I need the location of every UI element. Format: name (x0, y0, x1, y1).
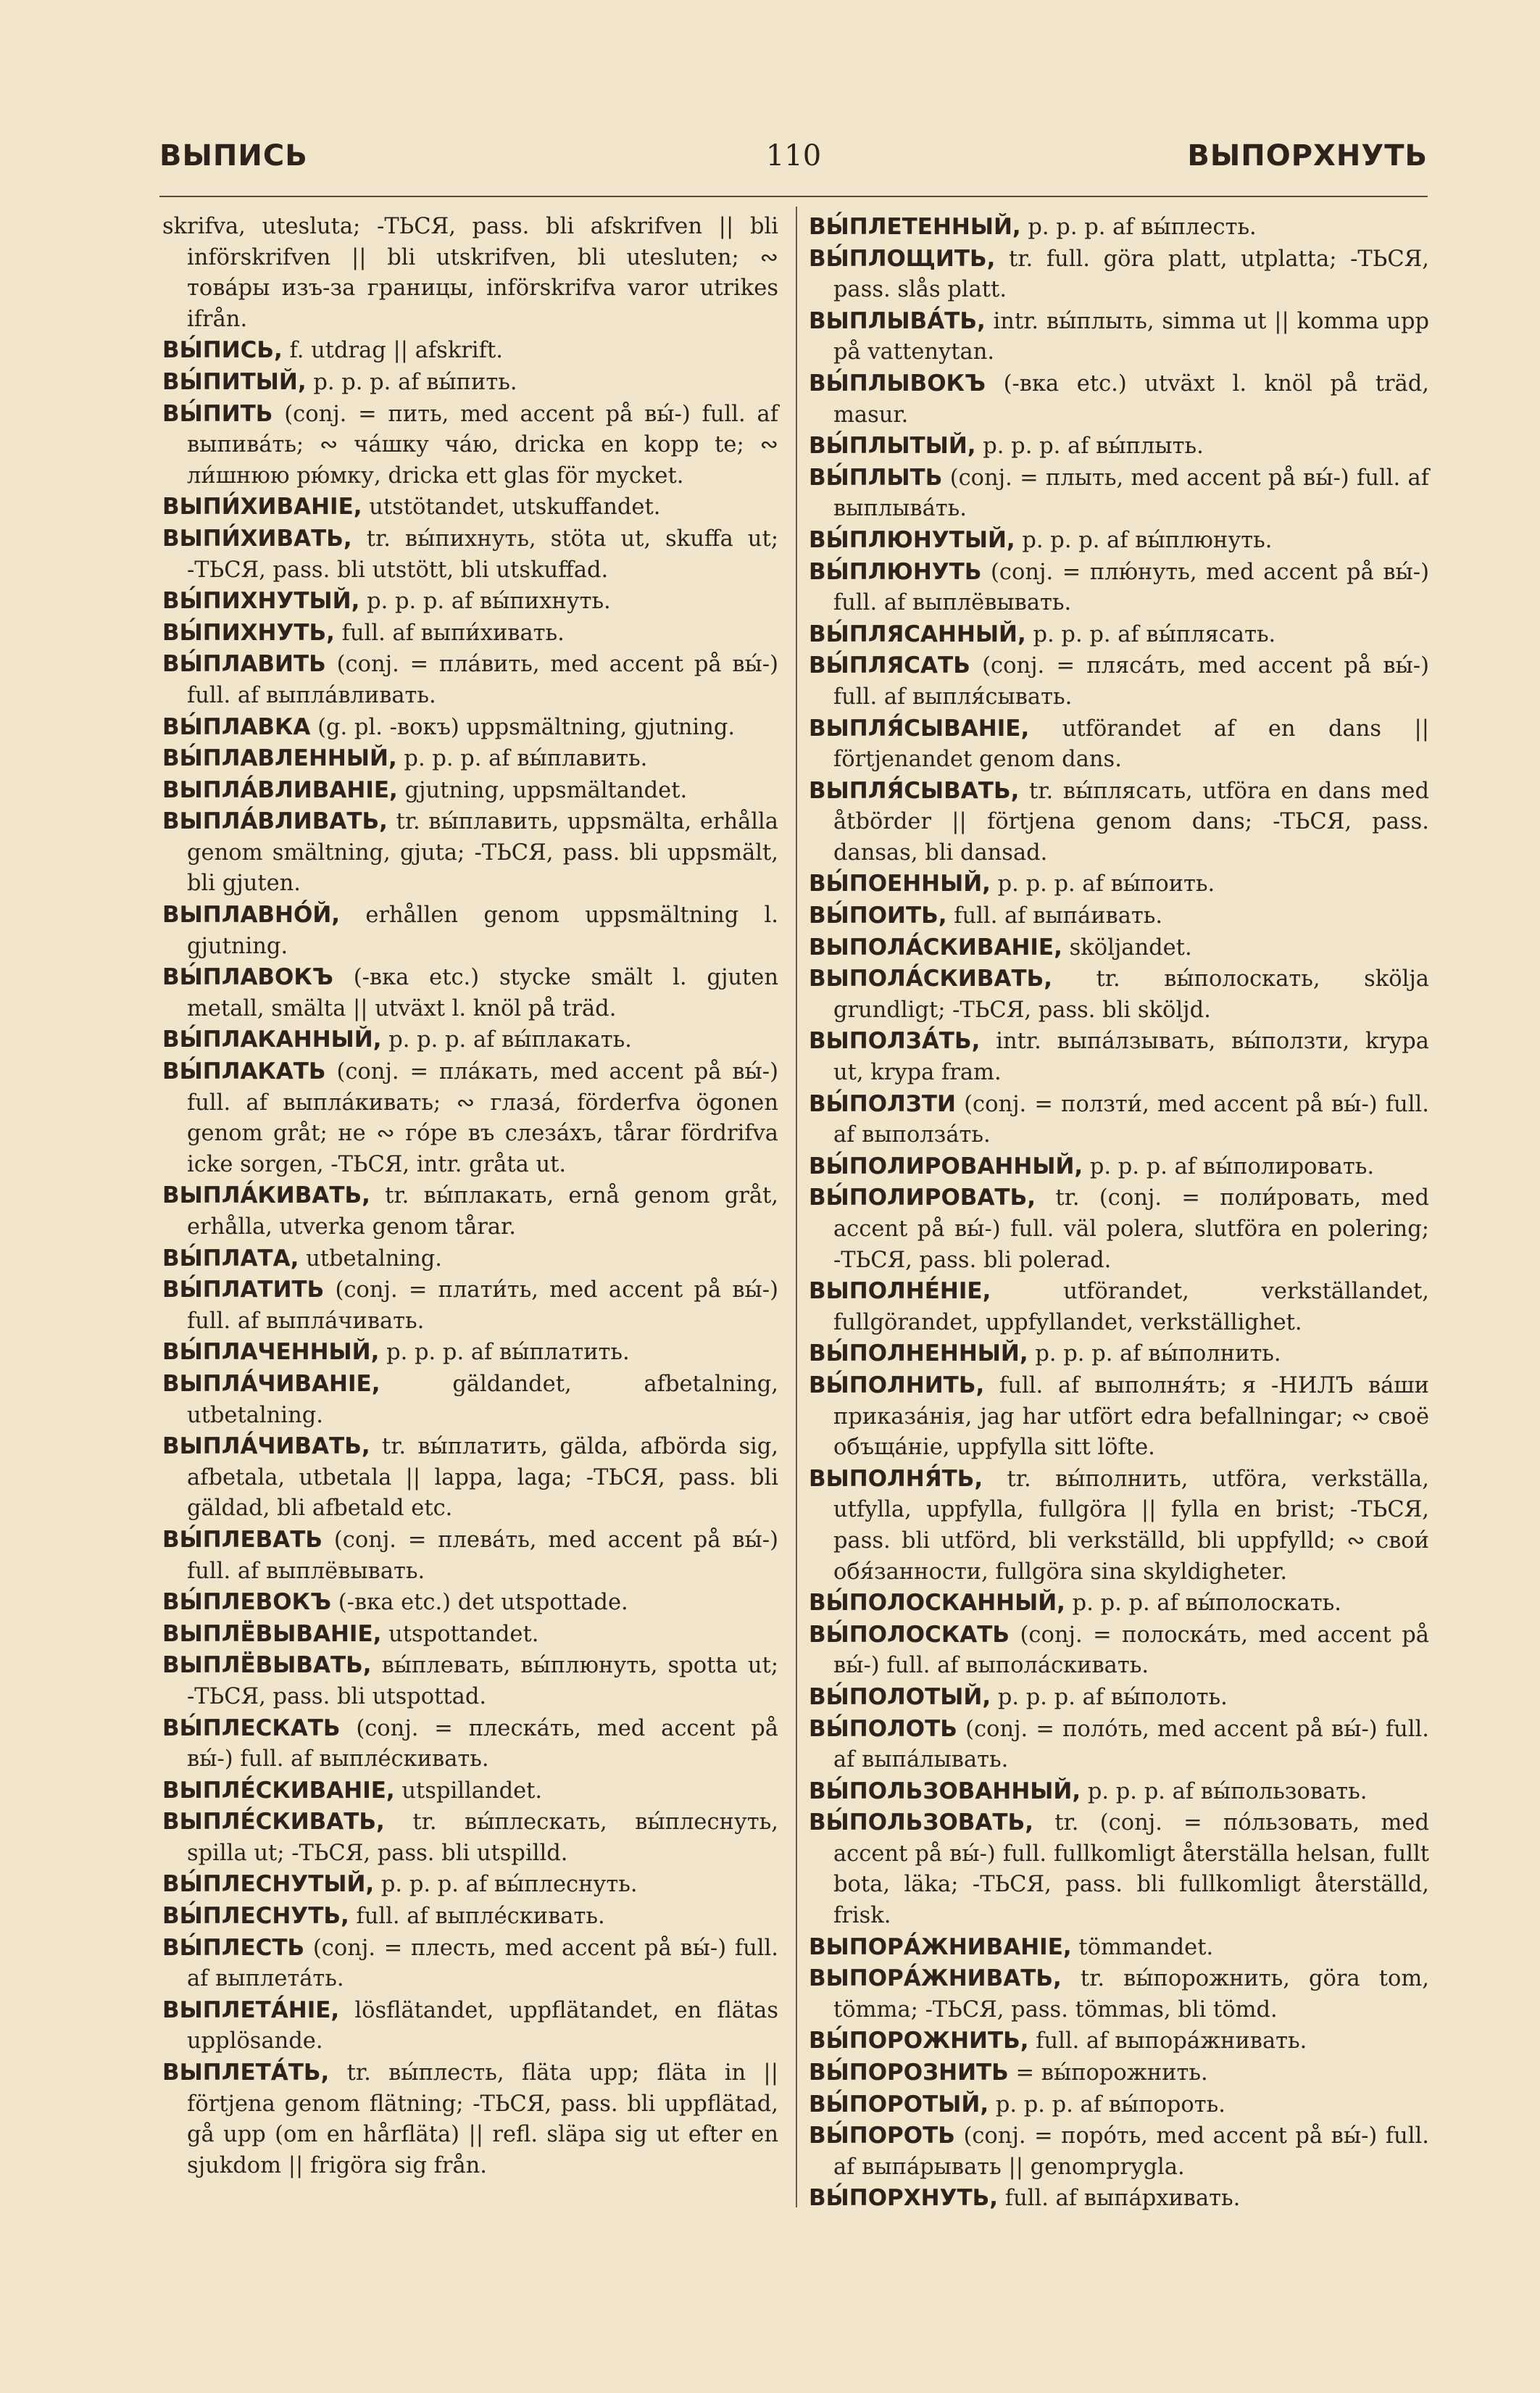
dictionary-entry (162, 1431, 778, 1525)
entry-headword: ВЫ́ПОЛОТЫЙ, (809, 1683, 991, 1710)
dictionary-entry (162, 618, 778, 650)
dictionary-entry (809, 1619, 1429, 1682)
dictionary-entry (162, 1933, 778, 1995)
entry-headword: ВЫ́ПОЛИРОВАННЫЙ, (809, 1153, 1083, 1179)
entry-definition: full. af выпи́хивать. (341, 620, 565, 646)
entry-headword: ВЫ́ПЛЯСАТЬ (809, 652, 970, 679)
page-header (159, 139, 1428, 190)
dictionary-entry (162, 1243, 778, 1275)
dictionary-entry (162, 1337, 778, 1369)
entry-definition: вы́плевать, вы́плюнуть, spotta ut; -ТЬСЯ, pass. bli utspottad. (187, 1653, 778, 1709)
dictionary-entry (162, 743, 778, 775)
entry-definition: utbetalning. (306, 1245, 442, 1272)
entry-headword: ВЫПЛА́ЧИВАТЬ, (162, 1433, 370, 1460)
entry-definition: (conj. = плáкать, med accent på вы́-) full. af выплáкивать; ∾ глазá, förderfva ögonen genom gråt; не ∾ гóре въ слезáхъ, tårar fördrifva icke sorgen, -ТЬСЯ, intr. gråta ut. (187, 1059, 778, 1177)
entry-definition: utspillandet. (401, 1778, 543, 1804)
entry-definition: p. p. p. af вы́плыть. (983, 434, 1204, 460)
entry-headword: ВЫ́ПОЛИРОВАТЬ, (809, 1185, 1036, 1211)
dictionary-entry (809, 557, 1429, 619)
entry-definition: p. p. p. af вы́поить. (997, 871, 1215, 897)
entry-headword: ВЫПОЛА́СКИВАТЬ, (809, 966, 1052, 992)
dictionary-entry (162, 367, 778, 399)
entry-headword: ВЫ́ПЛЮНУТЬ (809, 558, 982, 585)
entry-headword: ВЫ́ПЛАВКА (162, 713, 311, 740)
dictionary-entry (162, 1525, 778, 1587)
dictionary-entry (809, 932, 1429, 964)
page-number: 110 (765, 139, 822, 173)
entry-headword: ВЫПИ́ХИВАНІЕ, (162, 494, 362, 521)
entry-definition: (conj. = полóть, med accent på вы́-) full. af выпáлывать. (833, 1716, 1429, 1773)
dictionary-entry (809, 1338, 1429, 1370)
dictionary-entry (809, 1276, 1429, 1338)
dictionary-entry (809, 1588, 1429, 1619)
dictionary-entry (162, 962, 778, 1024)
dictionary-entry (809, 1089, 1429, 1151)
dictionary-entry (809, 1807, 1429, 1931)
dictionary-entry (809, 1026, 1429, 1088)
entry-headword: ВЫ́ПОЛЗТИ (809, 1090, 956, 1117)
entry-headword: ВЫПЛЕ́СКИВАТЬ, (162, 1809, 385, 1836)
entry-headword: ВЫ́ПИТЫЙ, (162, 368, 307, 395)
entry-headword: ВЫ́ПОЛНЕННЫЙ, (809, 1340, 1028, 1367)
entry-headword: ВЫ́ПОЛЬЗОВАННЫЙ, (809, 1778, 1081, 1804)
dictionary-entry (162, 1869, 778, 1901)
entry-definition: (conj. = плескáть, med accent på вы́-) full. af выплéскивать. (187, 1715, 778, 1772)
entry-definition: tr. вы́плескать, вы́плеснуть, spilla ut; -ТЬСЯ, pass. bli utspilld. (187, 1809, 778, 1866)
left-column (162, 212, 778, 2181)
entry-headword: ВЫПЛЫВА́ТЬ, (809, 307, 986, 334)
entry-headword: ВЫ́ПОЛЬЗОВАТЬ, (809, 1809, 1033, 1836)
dictionary-entry (809, 868, 1429, 900)
column-divider (796, 207, 797, 2207)
entry-headword: ВЫ́ПОЕННЫЙ, (809, 871, 991, 897)
dictionary-entry (809, 244, 1429, 306)
entry-headword: ВЫПОЛЗА́ТЬ, (809, 1028, 981, 1055)
dictionary-entry (809, 463, 1429, 525)
entry-headword: ВЫ́ПОРХНУТЬ, (809, 2185, 999, 2212)
dictionary-entry (809, 900, 1429, 932)
entry-headword: ВЫ́ПИХНУТЫЙ, (162, 588, 360, 615)
entry-definition: (-вка etc.) utväxt l. knöl på träd, masur. (833, 370, 1430, 428)
entry-definition: tr. вы́плесть, fläta upp; fläta in || förtjena genom flätning; -ТЬСЯ, pass. bli uppflätad, gå upp (om en hårfläta) || refl. släpa sig ut efter en sjukdom || frigöra sig från. (187, 2060, 778, 2178)
dictionary-entry (162, 523, 778, 586)
entry-definition: full. af выполня́ть; я -НИЛЪ вáши приказáнія, jag har utfört edra befallningar; ∾ своё объщáніе, uppfylla sitt löfte. (833, 1372, 1429, 1461)
entry-definition: full. af выпáивать. (954, 903, 1163, 929)
dictionary-entry (162, 1056, 778, 1180)
entry-headword: ВЫ́ПЛАКАННЫЙ, (162, 1027, 382, 1053)
entry-definition: p. p. p. af вы́полоскать. (1072, 1591, 1341, 1617)
dictionary-entry (162, 775, 778, 807)
entry-definition: p. p. p. af вы́плюнуть. (1022, 527, 1273, 553)
dictionary-entry (162, 1274, 778, 1337)
entry-headword: ВЫПЛЯ́СЫВАНІЕ, (809, 715, 1030, 742)
dictionary-entry (809, 1151, 1429, 1183)
entry-headword: ВЫ́ПЛАЧЕННЫЙ, (162, 1339, 380, 1366)
entry-headword: ВЫ́ПОЛОСКАТЬ (809, 1621, 1010, 1648)
entry-headword: ВЫ́ПЛЕВОКЪ (162, 1589, 332, 1616)
header-rule (159, 196, 1428, 197)
entry-headword: ВЫ́ПЛАВЛЕННЫЙ, (162, 745, 397, 772)
entry-definition: tr. вы́плясать, utföra en dans med åtbörder || förtjena genom dans; -ТЬСЯ, pass. dansas, bli dansad. (833, 778, 1429, 866)
entry-definition: p. p. p. af вы́пихнуть. (367, 589, 611, 615)
entry-definition: intr. выпáлзывать, вы́ползти, krypa ut, krypa fram. (833, 1029, 1429, 1086)
dictionary-entry (809, 1682, 1429, 1714)
dictionary-entry (809, 1776, 1429, 1808)
dictionary-entry (809, 2089, 1429, 2121)
entry-headword: ВЫ́ПЛЫВОКЪ (809, 370, 986, 397)
entry-headword: ВЫПЛЯ́СЫВАТЬ, (809, 777, 1020, 804)
entry-definition: (conj. = плясáть, med accent på вы́-) full. af выпля́сывать. (833, 653, 1429, 710)
dictionary-entry (162, 712, 778, 744)
dictionary-entry (162, 335, 778, 367)
dictionary-entry (162, 1807, 778, 1869)
entry-definition: tr. вы́пихнуть, stöta ut, skuffa ut; -ТЬСЯ, pass. bli utstött, bli utskuffad. (187, 526, 778, 583)
entry-definition: p. p. p. af вы́пороть. (995, 2091, 1225, 2118)
entry-definition: utstötandet, utskuffandet. (369, 494, 661, 521)
entry-definition: tr. вы́платить, gälda, afbörda sig, afbetala, utbetala || lappa, laga; -ТЬСЯ, pass. bli gäldad, bli afbetald etc. (187, 1434, 778, 1522)
dictionary-entry (809, 1464, 1429, 1588)
dictionary-entry (809, 368, 1429, 431)
header-left-guideword: ВЫПИСЬ (159, 139, 308, 173)
entry-definition: tr. вы́полоскать, skölja grundligt; -ТЬСЯ, pass. bli sköljd. (833, 966, 1429, 1023)
entry-headword: ВЫ́ПОИТЬ, (809, 903, 947, 929)
entry-definition: (conj. = ползти́, med accent på вы́-) full. af выползáть. (833, 1091, 1429, 1148)
entry-headword: ВЫПЛЕТА́ТЬ, (162, 2060, 330, 2086)
dictionary-entry (162, 492, 778, 523)
dictionary-entry (809, 2057, 1429, 2089)
entry-headword: ВЫ́ПЛЮНУТЫЙ, (809, 526, 1015, 553)
entry-definition: utspottandet. (388, 1621, 539, 1647)
dictionary-entry (162, 1180, 778, 1243)
entry-headword: ВЫ́ПЛАТА, (162, 1245, 299, 1272)
entry-headword: ВЫПЛЕ́СКИВАНІЕ, (162, 1777, 395, 1804)
entry-definition: p. p. p. af вы́полоть. (997, 1684, 1228, 1710)
entry-definition: tr. (conj. = пóльзовать, med accent på вы́-) full. fullkomligt återställa helsan, fullt bota, läka; -ТЬСЯ, pass. bli fullkomligt återställd, frisk. (833, 1810, 1429, 1929)
entry-headword: ВЫ́ПЛАВОКЪ (162, 964, 333, 991)
entry-headword: ВЫ́ПОЛОТЬ (809, 1715, 957, 1742)
dictionary-entry (809, 1370, 1429, 1464)
entry-headword: ВЫ́ПЛЕСТЬ (162, 1934, 305, 1961)
dictionary-entry (162, 1587, 778, 1619)
entry-definition: p. p. p. af вы́плеснуть. (380, 1872, 638, 1898)
entry-definition: (conj. = плю́нуть, med accent på вы́-) full. af выплёвывать. (833, 559, 1429, 616)
dictionary-entry (809, 212, 1429, 244)
entry-headword: ВЫ́ПЛАВИТЬ (162, 651, 326, 678)
entry-definition: skrifva, utesluta; -ТЬСЯ, pass. bli afskrifven || bli införskrifven || bli utskrifven, bli utesluten; ∾ товáры изъ-за границы, införskrifva varor utrikes ifrån. (162, 214, 778, 332)
entry-headword: ВЫПЛЁВЫВАТЬ, (162, 1652, 372, 1679)
entry-headword: ВЫ́ПЛЫТЬ (809, 464, 943, 491)
dictionary-entry (162, 1650, 778, 1712)
dictionary-entry (162, 900, 778, 962)
entry-definition: gäldandet, afbetalning, utbetalning. (187, 1371, 778, 1428)
right-column (809, 212, 1429, 2215)
entry-definition: p. p. p. af вы́плесть. (1028, 215, 1257, 240)
entry-definition: sköljandet. (1069, 934, 1192, 961)
entry-definition: (conj. = плесть, med accent på вы́-) full. af выплетáть. (187, 1935, 778, 1992)
entry-headword: ВЫ́ПЛАТИТЬ (162, 1277, 325, 1303)
dictionary-entry (809, 1932, 1429, 1964)
entry-definition: f. utdrag || afskrift. (289, 338, 503, 364)
dictionary-entry (162, 212, 778, 335)
entry-definition: p. p. p. af вы́плясать. (1033, 621, 1276, 647)
entry-headword: ВЫ́ПЛОЩИТЬ, (809, 245, 996, 272)
dictionary-entry (809, 2120, 1429, 2183)
entry-headword: ВЫ́ПЛЕСНУТЫЙ, (162, 1871, 375, 1898)
entry-definition: tr. вы́порожнить, göra tom, tömma; -ТЬСЯ, pass. tömmas, bli tömd. (833, 1966, 1429, 2023)
entry-definition: intr. вы́плыть, simma ut || komma upp på vattenytan. (833, 308, 1429, 365)
entry-headword: ВЫПЛЕТА́НІЕ, (162, 1996, 340, 2023)
entry-headword: ВЫПОРА́ЖНИВАТЬ, (809, 1965, 1062, 1992)
entry-headword: ВЫ́ПОЛОСКАННЫЙ, (809, 1590, 1065, 1617)
entry-definition: (-вка etc.) det utspottade. (338, 1590, 628, 1616)
dictionary-entry (162, 1775, 778, 1807)
entry-headword: ВЫ́ПЛЕВАТЬ (162, 1526, 323, 1553)
dictionary-entry (162, 1901, 778, 1933)
entry-definition: tr. (conj. = поли́ровать, med accent på вы́-) full. väl polera, slutföra en polering; -ТЬСЯ, pass. bli polerad. (833, 1185, 1429, 1273)
dictionary-entry (809, 1182, 1429, 1276)
entry-headword: ВЫ́ПЛАКАТЬ (162, 1058, 326, 1085)
entry-definition: p. p. p. af вы́платить. (386, 1340, 630, 1366)
entry-definition: tr. вы́плакать, ernå genom gråt, erhålla, utverka genom tårar. (187, 1183, 778, 1240)
entry-definition: (conj. = плевáть, med accent på вы́-) full. af выплёвывать. (187, 1527, 778, 1584)
entry-definition: p. p. p. af вы́пользовать. (1087, 1778, 1368, 1804)
dictionary-entry (809, 650, 1429, 713)
entry-headword: ВЫПЛА́ВЛИВАТЬ, (162, 808, 388, 835)
entry-definition: (g. pl. -вокъ) uppsmältning, gjutning. (317, 714, 736, 740)
dictionary-entry (809, 963, 1429, 1026)
entry-definition: utförandet, verkställandet, fullgörandet, uppfyllandet, verkställighet. (833, 1279, 1429, 1335)
entry-definition: tr. full. göra platt, utplatta; -ТЬСЯ, pass. slås platt. (833, 246, 1429, 303)
entry-headword: ВЫПЛА́ВЛИВАНІЕ, (162, 776, 398, 803)
dictionary-entry (809, 1963, 1429, 2025)
dictionary-entry (809, 619, 1429, 651)
entry-headword: ВЫПОЛНЕ́НІЕ, (809, 1278, 991, 1305)
entry-headword: ВЫ́ПОРОТЬ (809, 2123, 955, 2149)
entry-headword: ВЫ́ПЛЕТЕННЫЙ, (809, 214, 1021, 240)
entry-definition: p. p. p. af вы́пить. (313, 369, 517, 395)
dictionary-entry (809, 713, 1429, 776)
dictionary-entry (162, 649, 778, 711)
dictionary-entry (162, 586, 778, 618)
dictionary-entry (162, 1713, 778, 1775)
entry-headword: ВЫПОЛНЯ́ТЬ, (809, 1465, 983, 1492)
dictionary-entry (809, 2183, 1429, 2215)
entry-definition: p. p. p. af вы́полировать. (1089, 1153, 1375, 1179)
entry-headword: ВЫПЛА́ЧИВАНІЕ, (162, 1370, 380, 1397)
entry-definition: full. af выпáрхивать. (1004, 2186, 1241, 2212)
entry-definition: full. af выплéскивать. (356, 1904, 605, 1930)
dictionary-entry (162, 1369, 778, 1431)
entry-definition: (conj. = порóть, med accent på вы́-) full. af выпáрывать || genomprygla. (833, 2123, 1429, 2180)
dictionary-entry (162, 1024, 778, 1056)
entry-headword: ВЫПЛАВНО́Й, (162, 902, 341, 929)
dictionary-entry (162, 1995, 778, 2057)
entry-definition: (conj. = плати́ть, med accent på вы́-) full. af выплáчивать. (187, 1277, 778, 1334)
dictionary-entry (162, 1619, 778, 1651)
entry-headword: ВЫ́ПОЛНИТЬ, (809, 1372, 985, 1398)
entry-headword: ВЫ́ПЛЕСКАТЬ (162, 1714, 341, 1741)
entry-definition: tr. вы́плавить, uppsmälta, erhålla genom smältning, gjuta; -ТЬСЯ, pass. bli uppsmält, bli gjuten. (187, 809, 778, 897)
entry-headword: ВЫ́ПОРОЖНИТЬ, (809, 2028, 1029, 2054)
entry-definition: tr. вы́полнить, utföra, verkställa, utfylla, uppfylla, fullgöra || fylla en brist; -ТЬСЯ, pass. bli utförd, bli verkställd, bli uppfylld; ∾ свои́ обя́занности, fullgöra sina skyldigheter. (833, 1466, 1429, 1585)
entry-definition: (-вка etc.) stycke smält l. gjuten metall, smälta || utväxt l. knöl på träd. (187, 965, 778, 1021)
entry-definition: = вы́порожнить. (1015, 2060, 1208, 2086)
dictionary-entry (809, 525, 1429, 557)
entry-headword: ВЫПЛЁВЫВАНІЕ, (162, 1620, 382, 1647)
entry-definition: erhållen genom uppsmältning l. gjutning. (187, 903, 778, 959)
entry-headword: ВЫ́ПОРОТЫЙ, (809, 2091, 989, 2118)
dictionary-entry (809, 2025, 1429, 2057)
entry-definition: (conj. = пить, med accent på вы́-) full. af выпивáть; ∾ чáшку чáю, dricka en kopp te; ∾ ли́шнюю рю́мку, dricka ett glas för mycket. (187, 401, 778, 489)
entry-headword: ВЫПИ́ХИВАТЬ, (162, 525, 352, 552)
header-right-guideword: ВЫПОРХНУТЬ (1187, 139, 1428, 173)
entry-definition: (conj. = полоскáть, med accent på вы́-) full. af выполáскивать. (833, 1622, 1429, 1679)
entry-definition: (conj. = плыть, med accent på вы́-) full. af выплывáть. (833, 465, 1429, 522)
entry-headword: ВЫ́ПЛЫТЫЙ, (809, 433, 976, 460)
entry-headword: ВЫПОРА́ЖНИВАНІЕ, (809, 1933, 1072, 1960)
entry-headword: ВЫ́ПИХНУТЬ, (162, 619, 335, 646)
entry-definition: (conj. = плáвить, med accent på вы́-) full. af выплáвливать. (187, 652, 779, 708)
entry-definition: tömmandet. (1078, 1934, 1214, 1960)
entry-headword: ВЫПОЛА́СКИВАНІЕ, (809, 934, 1062, 961)
entry-definition: utförandet af en dans || förtjenandet genom dans. (833, 716, 1429, 773)
entry-headword: ВЫ́ПЛЯСАННЫЙ, (809, 621, 1026, 647)
dictionary-entry (162, 806, 778, 900)
dictionary-entry (162, 399, 778, 492)
dictionary-entry (162, 2057, 778, 2181)
entry-definition: lösflätandet, uppflätandet, en flätas upplösande. (187, 1997, 778, 2054)
entry-definition: p. p. p. af вы́плавить. (404, 746, 648, 772)
entry-headword: ВЫ́ПИТЬ (162, 400, 273, 427)
entry-definition: gjutning, uppsmältandet. (404, 777, 688, 803)
entry-headword: ВЫ́ПОРОЗНИТЬ (809, 2060, 1009, 2086)
entry-definition: full. af выпорáжнивать. (1036, 2028, 1307, 2054)
entry-headword: ВЫ́ПИСЬ, (162, 337, 283, 364)
entry-headword: ВЫ́ПЛЕСНУТЬ, (162, 1903, 349, 1930)
dictionary-entry (809, 776, 1429, 869)
entry-definition: p. p. p. af вы́полнить. (1035, 1341, 1281, 1367)
entry-definition: p. p. p. af вы́плакать. (388, 1027, 632, 1053)
entry-headword: ВЫПЛА́КИВАТЬ, (162, 1182, 370, 1209)
dictionary-entry (809, 431, 1429, 463)
dictionary-entry (809, 1714, 1429, 1776)
dictionary-entry (809, 306, 1429, 368)
